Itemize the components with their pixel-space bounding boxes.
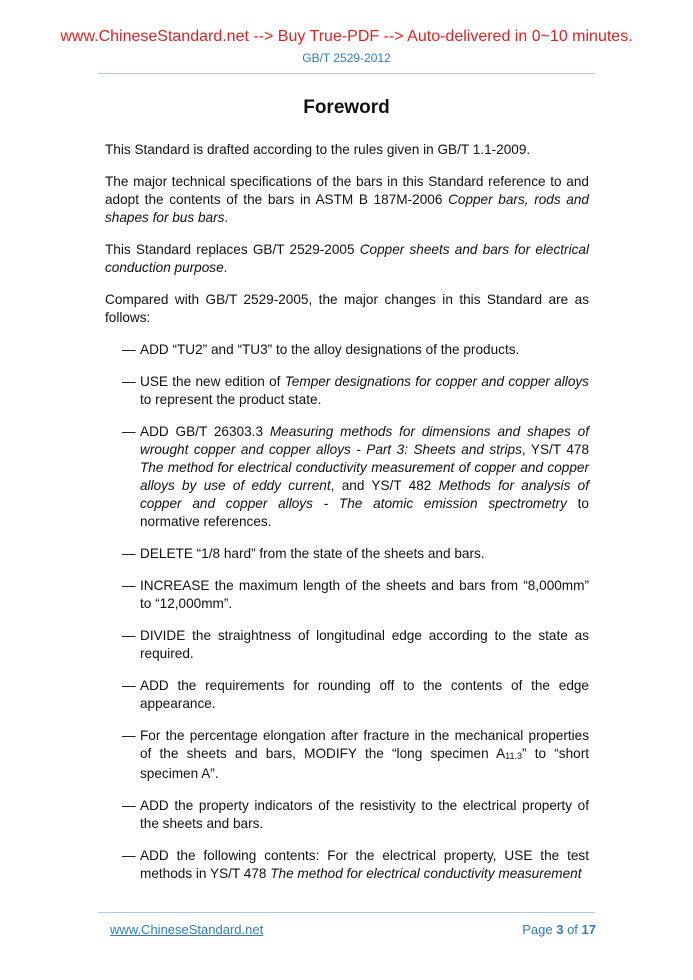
text-segment: . [223, 260, 228, 275]
promo-banner[interactable]: www.ChineseStandard.net --> Buy True-PDF --> Auto-delivered in 0~10 minutes. [60, 28, 633, 45]
text-segment: Compared with GB/T 2529-2005, the major changes in this Standard are as follows: [105, 292, 589, 325]
italic-title-text: Temper designations for copper and copper alloys [284, 374, 589, 389]
footer-divider [98, 912, 595, 913]
paragraph [105, 173, 589, 227]
italic-title-text: The method for electrical conductivity measurement [270, 866, 582, 881]
dash-bullet-icon: — [122, 848, 136, 863]
italic-title-text: The method for electrical conductivity measurement of copper and copper alloys by use of eddy current [140, 460, 589, 493]
text-segment: ADD the following contents: For the electrical property, USE the test methods in YS/T 478 [140, 848, 589, 881]
text-segment: ” to “short specimen A”. [140, 746, 589, 781]
page-number [522, 922, 596, 937]
change-list-item [105, 423, 589, 531]
italic-title-text: Copper sheets and bars for electrical conduction purpose [105, 242, 589, 275]
page-of-label: of [563, 922, 582, 937]
italic-title-text: Measuring methods for dimensions and shapes of wrought copper and copper alloys - Part 3: Sheets and strips [140, 424, 589, 457]
dash-bullet-icon: — [122, 798, 136, 813]
dash-bullet-icon: — [122, 424, 136, 439]
footer-website-link[interactable]: www.ChineseStandard.net [110, 922, 264, 937]
dash-bullet-icon: — [122, 546, 136, 561]
paragraph [105, 141, 589, 159]
text-segment: , and YS/T 482 [330, 478, 439, 493]
text-segment: to normative references. [140, 496, 589, 529]
text-segment: DELETE “1/8 hard” from the state of the sheets and bars. [140, 546, 485, 561]
dash-bullet-icon: — [122, 628, 136, 643]
change-list-item [105, 677, 589, 713]
total-pages: 17 [581, 922, 596, 937]
dash-bullet-icon: — [122, 728, 136, 743]
text-segment: This Standard is drafted according to the rules given in GB/T 1.1-2009. [105, 142, 531, 157]
text-segment: ADD the requirements for rounding off to the contents of the edge appearance. [140, 678, 589, 711]
change-list-item [105, 727, 589, 783]
text-segment: ADD the property indicators of the resistivity to the electrical property of the sheets and bars. [140, 798, 589, 831]
text-segment: ADD GB/T 26303.3 [140, 424, 270, 439]
text-segment: to represent the product state. [140, 392, 322, 407]
text-segment: ADD “TU2” and “TU3” to the alloy designations of the products. [140, 342, 520, 357]
paragraph [105, 241, 589, 277]
paragraph [105, 291, 589, 327]
change-list-item [105, 341, 589, 359]
text-segment: DIVIDE the straightness of longitudinal edge according to the state as required. [140, 628, 589, 661]
change-list-item [105, 373, 589, 409]
text-segment: USE the new edition of [140, 374, 285, 389]
document-body [105, 141, 589, 897]
header-divider [98, 73, 595, 74]
text-segment: . [224, 210, 229, 225]
text-segment: For the percentage elongation after fracture in the mechanical properties of the sheets and bars, MODIFY the “long specimen A [140, 728, 589, 761]
page-title: Foreword [303, 97, 390, 118]
italic-title-text: Copper bars, rods and shapes for bus bars [105, 192, 589, 225]
dash-bullet-icon: — [122, 342, 136, 357]
dash-bullet-icon: — [122, 374, 136, 389]
page-label: Page [522, 922, 557, 937]
change-list-item [105, 847, 589, 883]
text-segment: , YS/T 478 [521, 442, 590, 457]
italic-title-text: Methods for analysis of copper and copper alloys - The atomic emission spectrometry [140, 478, 590, 511]
text-segment: The major technical specifications of the bars in this Standard reference to and adopt the contents of the bars in ASTM B 187M-2006 [105, 174, 589, 207]
subscript-text: 11.3 [505, 751, 522, 761]
change-list-item [105, 797, 589, 833]
dash-bullet-icon: — [122, 678, 136, 693]
standard-number: GB/T 2529-2012 [302, 51, 391, 65]
text-segment: This Standard replaces GB/T 2529-2005 [105, 242, 360, 257]
change-list-item [105, 545, 589, 563]
text-segment: INCREASE the maximum length of the sheets and bars from “8,000mm” to “12,000mm”. [140, 578, 589, 611]
dash-bullet-icon: — [122, 578, 136, 593]
current-page: 3 [556, 922, 564, 937]
change-list-item [105, 577, 589, 613]
change-list-item [105, 627, 589, 663]
